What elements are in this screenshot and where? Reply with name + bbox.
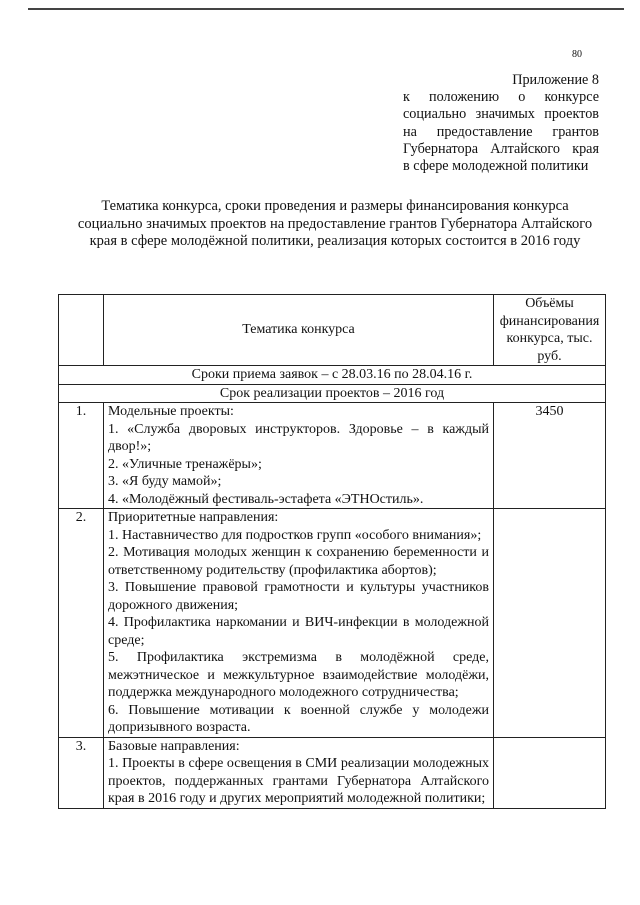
appendix-line: к положению о конкурсе — [403, 89, 599, 106]
list-item: 1. Проекты в сфере освещения в СМИ реализации молодежных проектов, поддержанных грантами Губернатора Алтайского края в 2016 году и других мероприятий молодежной политики; — [108, 756, 489, 806]
table-row — [59, 509, 606, 738]
header-topic: Тематика конкурса — [104, 295, 494, 366]
appendix-line: Губернатора Алтайского края — [403, 140, 599, 157]
row-amount — [494, 737, 606, 808]
application-period: Сроки приема заявок – с 28.03.16 по 28.04.16 г. — [59, 366, 606, 385]
document-title: Тематика конкурса, сроки проведения и размеры финансирования конкурса социально значимых проектов на предоставление грантов Губернатора Алтайского края в сфере молодёжной политики, реализация которых состоится в 2016 году — [77, 198, 593, 249]
appendix-line: на предоставление грантов — [403, 123, 599, 140]
row-content — [104, 509, 494, 738]
appendix-line: социально значимых проектов — [403, 106, 599, 123]
table-row — [59, 403, 606, 509]
list-item: 3. Повышение правовой грамотности и культуры участников дорожного движения; — [108, 580, 489, 613]
list-item: 1. «Служба дворовых инструкторов. Здоровье – в каждый двор!»; — [108, 421, 489, 454]
list-item: 5. Профилактика экстремизма в молодёжной среде, межэтническое и межкультурное взаимодействие молодёжи, поддержка международного молодежного сотрудничества; — [108, 650, 489, 700]
list-item: 3. «Я буду мамой»; — [108, 474, 222, 489]
appendix-line: в сфере молодежной политики — [403, 158, 589, 175]
application-period-row — [59, 366, 606, 385]
row-title: Базовые направления: — [108, 738, 240, 754]
header-number-cell — [59, 295, 104, 366]
row-amount: 3450 — [494, 403, 606, 509]
row-amount — [494, 509, 606, 738]
topics-table — [58, 294, 606, 809]
table-row — [59, 737, 606, 808]
header-funding: Объёмы финансирования конкурса, тыс. руб. — [494, 295, 606, 366]
appendix-header — [403, 72, 599, 175]
page-number: 80 — [572, 49, 582, 60]
list-item: 2. «Уличные тренажёры»; — [108, 456, 262, 472]
row-title: Модельные проекты: — [108, 404, 234, 419]
row-number: 2. — [59, 509, 104, 738]
list-item: 1. Наставничество для подростков групп «особого внимания»; — [108, 527, 482, 543]
table-header-row — [59, 295, 606, 366]
row-number: 1. — [59, 403, 104, 509]
row-content — [104, 403, 494, 509]
implementation-period-row — [59, 384, 606, 403]
row-number: 3. — [59, 737, 104, 808]
list-item: 6. Повышение мотивации к военной службе у молодежи допризывного возраста. — [108, 702, 489, 735]
list-item: 4. «Молодёжный фестиваль-эстафета «ЭТНОстиль». — [108, 491, 424, 507]
row-content — [104, 737, 494, 808]
list-item: 4. Профилактика наркомании и ВИЧ-инфекции в молодежной среде; — [108, 615, 489, 648]
top-rule — [28, 8, 624, 10]
implementation-period: Срок реализации проектов – 2016 год — [59, 384, 606, 403]
appendix-title: Приложение 8 — [512, 72, 599, 88]
list-item: 2. Мотивация молодых женщин к сохранению беременности и ответственному родительству (профилактика абортов); — [108, 545, 489, 578]
row-title: Приоритетные направления: — [108, 510, 279, 525]
